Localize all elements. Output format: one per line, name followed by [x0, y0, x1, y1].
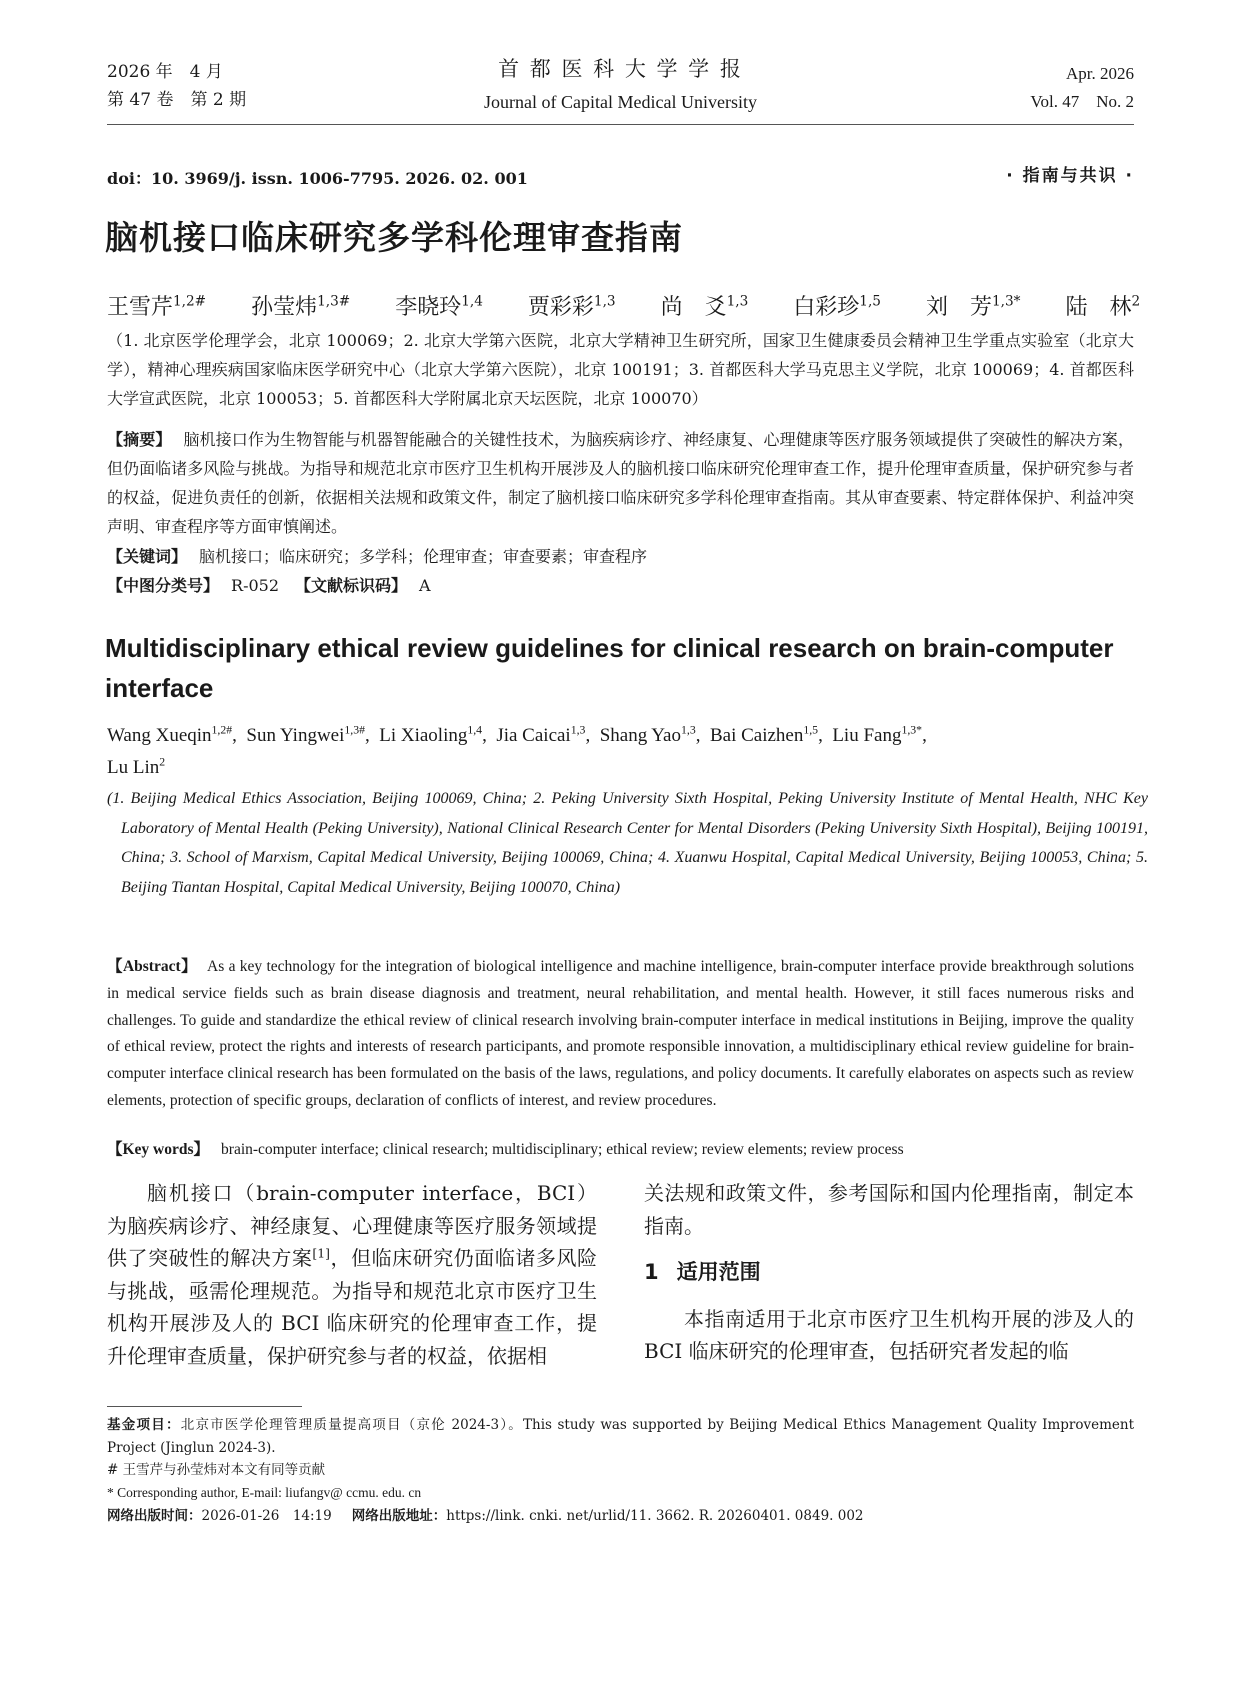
- author-name: 尚 爻$^{1,3}$: [660, 293, 749, 320]
- footnote-online-publication: 网络出版时间：2026-01-26 14:19 网络出版地址：https://link. cnki. net/urlid/11. 3662. R. 20260401. 0849. 002: [107, 1508, 864, 1524]
- body-column-right: [644, 1177, 1134, 1368]
- body-column-left: [107, 1177, 597, 1372]
- author-name: 刘 芳$^{1,3*}$: [925, 293, 1021, 320]
- author-list-en: Wang Xueqin$^{1,2\#}$, Sun Yingwei$^{1,3\#}$, Li Xiaoling$^{1,4}$, Jia Caicai$^{1,3}$, Shang Yao$^{1,3}$, Bai Caizhen$^{1,5}$, Liu Fang$^{1,3*}$, Lu Lin$^2$: [107, 723, 927, 778]
- header-rule: [107, 124, 1134, 125]
- footnote-equal-contribution: # 王雪芹与孙莹炜对本文有同等贡献: [107, 1462, 326, 1478]
- clc-value: R-052: [231, 576, 280, 595]
- keywords-en: [107, 1137, 904, 1163]
- section-number: 1: [644, 1260, 659, 1284]
- issue-date-en: Apr. 2026: [1066, 64, 1134, 83]
- keywords-cn-label: 【关键词】: [107, 547, 188, 566]
- author-name: 孙莹炜$^{1,3\#}$: [251, 293, 351, 320]
- section-title: 适用范围: [676, 1260, 761, 1284]
- author-name-en: Lu Lin$^2$: [107, 755, 166, 778]
- abstract-cn-label: 【摘要】: [107, 430, 172, 449]
- author-name-en: Li Xiaoling$^{1,4}$: [379, 723, 483, 746]
- issue-date: 2026 年 4 月: [107, 62, 223, 82]
- doc-code-label: 【文献标识码】: [295, 576, 408, 595]
- author-name-en: Liu Fang$^{1,3*}$: [832, 723, 923, 746]
- keywords-cn-text: 脑机接口；临床研究；多学科；伦理审查；审查要素；审查程序: [199, 547, 648, 566]
- footnote-funding: 基金项目：北京市医学伦理管理质量提高项目（京伦 2024-3）。This study was supported by Beijing Medical Ethics Management Quality Improvement Project (Jinglun 2024-3).: [107, 1417, 1135, 1456]
- volume-issue-en: Vol. 47 No. 2: [1030, 92, 1134, 111]
- footnote-rule: [107, 1406, 302, 1407]
- author-name: 李晓玲$^{1,4}$: [395, 293, 483, 320]
- article-title-cn: 脑机接口临床研究多学科伦理审查指南: [105, 218, 683, 257]
- doi[interactable]: doi：10. 3969/j. issn. 1006-7795. 2026. 02. 001: [107, 169, 528, 188]
- keywords-en-text: brain-computer interface; clinical research; multidisciplinary; ethical review; review elements; review process: [221, 1141, 904, 1158]
- abstract-en-label: 【Abstract】: [107, 958, 198, 975]
- citation-ref[interactable]: [1]: [312, 1245, 330, 1261]
- affiliations-cn: （1. 北京医学伦理学会，北京 100069；2. 北京大学第六医院，北京大学精神卫生研究所，国家卫生健康委员会精神卫生学重点实验室（北京大学），精神心理疾病国家临床医学研究中心（北京大学第六医院），北京 100191；3. 首都医科大学马克思主义学院，北京 100069；4. 首都医科大学宣武医院，北京 100053；5. 首都医科大学附属北京天坛医院，北京 100070）: [107, 331, 1134, 408]
- author-name-en: Jia Caicai$^{1,3}$: [496, 723, 586, 746]
- keywords-cn: [107, 542, 1134, 571]
- author-name-en: Sun Yingwei$^{1,3\#}$: [246, 723, 365, 746]
- author-name-en: Shang Yao$^{1,3}$: [599, 723, 696, 746]
- volume-issue: 第 47 卷 第 2 期: [107, 90, 247, 110]
- journal-name-cn: 首 都 医 科 大 学 学 报: [498, 57, 743, 81]
- scope-paragraph: 本指南适用于北京市医疗卫生机构开展的涉及人的 BCI 临床研究的伦理审查，包括研究者发起的临: [644, 1306, 1134, 1363]
- column-tag: · 指南与共识 ·: [1006, 166, 1134, 186]
- abstract-cn: [107, 425, 1134, 541]
- author-name: 王雪芹$^{1,2\#}$: [107, 293, 207, 320]
- journal-name-en: Journal of Capital Medical University: [484, 92, 757, 112]
- author-name-en: Wang Xueqin$^{1,2\#}$: [107, 723, 233, 746]
- publication-url[interactable]: https://link. cnki. net/urlid/11. 3662. R. 20260401. 0849. 002: [446, 1508, 864, 1524]
- abstract-cn-text: 脑机接口作为生物智能与机器智能融合的关键性技术，为脑疾病诊疗、神经康复、心理健康等医疗服务领域提供了突破性的解决方案，但仍面临诸多风险与挑战。为指导和规范北京市医疗卫生机构开展涉及人的脑机接口临床研究伦理审查工作，提升伦理审查质量，保护研究参与者的权益，促进负责任的创新，依据相关法规和政策文件，制定了脑机接口临床研究多学科伦理审查指南。其从审查要素、特定群体保护、利益冲突声明、审查程序等方面审慎阐述。: [107, 430, 1134, 536]
- article-title-en: Multidisciplinary ethical review guidelines for clinical research on brain-computer interface: [105, 633, 1114, 703]
- author-name-en: Bai Caizhen$^{1,5}$: [709, 723, 819, 746]
- author-name: 贾彩彩$^{1,3}$: [527, 293, 616, 320]
- keywords-en-label: 【Key words】: [107, 1141, 210, 1158]
- classification-line: [107, 571, 1134, 600]
- intro-paragraph: 脑机接口（brain-computer interface，BCI）为脑疾病诊疗、神经康复、心理健康等医疗服务领域提供了突破性的解决方案[1]，但临床研究仍面临诸多风险与挑战，亟需伦理规范。为指导和规范北京市医疗卫生机构开展涉及人的 BCI 临床研究的伦理审查工作，提升伦理审查质量，保护研究参与者的权益，依据相: [107, 1181, 598, 1368]
- section-heading: [644, 1256, 1134, 1289]
- author-list-cn: [107, 290, 1140, 321]
- doc-code-value: A: [419, 576, 431, 595]
- footnote-corresponding-author: * Corresponding author, E-mail: liufangv@ ccmu. edu. cn: [107, 1485, 422, 1500]
- author-name: 白彩珍$^{1,5}$: [793, 293, 881, 320]
- author-name: 陆 林$^2$: [1065, 293, 1141, 320]
- abstract-en-text: As a key technology for the integration of biological intelligence and machine intelligence, brain-computer interface provide breakthrough solutions in medical service fields such as brain disease diagnosis and treatment, neural rehabilitation, and mental health. However, it still faces numerous risks and challenges. To guide and standardize the ethical review of clinical research involving brain-computer interface in medical institutions in Beijing, improve the quality of ethical review, protect the rights and interests of research participants, and promote responsible innovation, a multidisciplinary ethical review guideline for brain-computer interface clinical research has been formulated on the basis of the laws, regulations, and policy documents. It carefully elaborates on aspects such as review elements, protection of specific groups, declaration of conflicts of interest, and review procedures.: [107, 958, 1135, 1109]
- clc-label: 【中图分类号】: [107, 576, 220, 595]
- affiliations-en: (1. Beijing Medical Ethics Association, Beijing 100069, China; 2. Peking University Sixth Hospital, Peking University Institute of Mental Health, NHC Key Laboratory of Mental Health (Peking University), National Clinical Research Center for Mental Disorders (Peking University Sixth Hospital), Beijing 100191, China; 3. School of Marxism, Capital Medical University, Beijing 100069, China; 4. Xuanwu Hospital, Capital Medical University, Beijing 100053, China; 5. Beijing Tiantan Hospital, Capital Medical University, Beijing 100070, China): [107, 790, 1148, 896]
- abstract-en: [107, 954, 1134, 1115]
- intro-paragraph-continued: 关法规和政策文件，参考国际和国内伦理指南，制定本指南。: [644, 1181, 1134, 1238]
